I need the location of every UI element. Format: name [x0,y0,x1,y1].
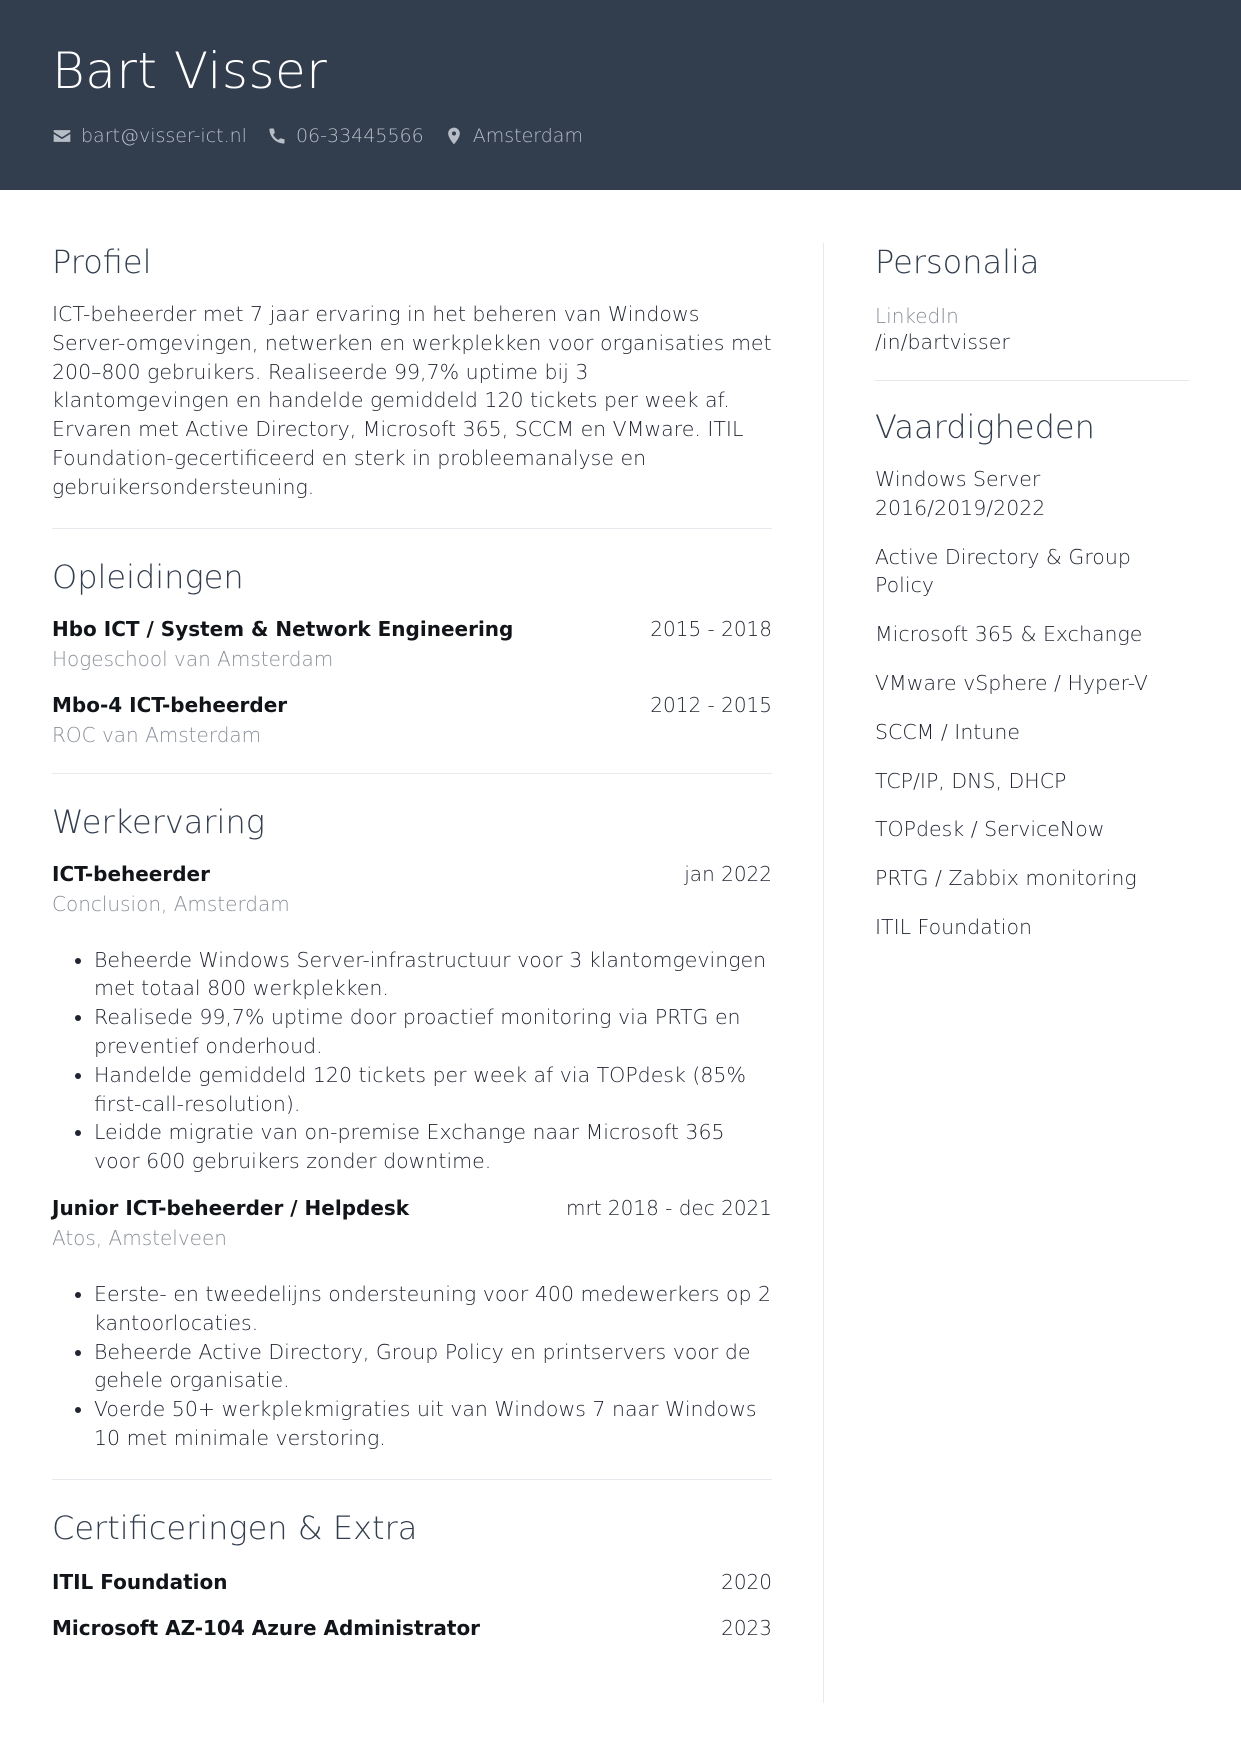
certifications-section [52,1506,772,1640]
certification-entry [52,1570,772,1594]
education-degree: Mbo-4 ICT-beheerder [52,692,288,717]
skill-item: Windows Server 2016/2019/2022 [875,467,1046,520]
education-school: Hogeschool van Amsterdam [52,646,334,671]
skill-item: VMware vSphere / Hyper-V [875,670,1148,695]
section-title-skills: Vaardigheden [875,408,1095,446]
list-item: • Voerde 50+ werkplekmigraties uit van Windows 7 naar Windows 10 met minimale verstoring. [94,1395,772,1453]
job-company: Conclusion, Amsterdam [52,891,290,916]
map-marker-icon [444,126,464,146]
job-role: ICT-beheerder [52,861,210,886]
job-dates: mrt 2018 - dec 2021 [566,1195,772,1220]
divider [52,1479,772,1480]
job-role: Junior ICT-beheerder / Helpdesk [52,1195,410,1220]
education-degree: Hbo ICT / System & Network Engineering [52,616,514,641]
skill-item: Active Directory & Group Policy [875,544,1131,598]
location-text: Amsterdam [472,125,583,147]
list-item: • Eerste- en tweedelijns ondersteuning voor 400 medewerkers op 2 kantoorlocaties. [94,1280,772,1338]
section-title-profile: Profiel [52,243,152,281]
phone-text: 06-33445566 [295,125,424,147]
list-item: • Beheerde Active Directory, Group Policy en printservers voor de gehele organisatie. [94,1338,772,1396]
job-bullets [52,946,772,1176]
education-section [52,555,772,747]
certification-year: 2023 [721,1615,772,1640]
main-column [52,240,772,1640]
skill-item: TOPdesk / ServiceNow [875,817,1105,842]
list-item: • Beheerde Windows Server-infrastructuur voor 3 klantomgevingen met totaal 800 werkplekken. [94,946,772,1004]
section-title-education: Opleidingen [52,557,244,596]
certification-entry [52,1616,772,1640]
skill-item: Microsoft 365 & Exchange [875,622,1143,647]
job-dates: jan 2022 [684,861,772,886]
header [0,0,1241,190]
column-divider [823,243,824,1703]
skills-section [875,405,1189,942]
personal-section [875,240,1189,354]
section-title-experience: Werkervaring [52,802,265,841]
linkedin-link[interactable]: /in/bartvisser [875,330,1010,354]
sidebar [875,240,1189,962]
education-entry [52,693,772,747]
profile-text: ICT-beheerder met 7 jaar ervaring in het beheren van Windows Server-omgevingen, netwerken en werkplekken voor organisaties met 200–800 gebruikers. Realiseerde 99,7% uptime bij 3 klantomgevingen en handelde gemiddeld 120 tickets per week af. Ervaren met Active Directory, Microsoft 365, SCCM en VMware. ITIL Foundation-gecertificeerd en sterk in probleemanalyse en gebruikersondersteuning. [52,302,772,499]
candidate-name: Bart Visser [52,42,328,100]
skill-item: ITIL Foundation [875,914,1032,939]
contact-location [444,125,583,147]
divider [52,773,772,774]
job-entry [52,1196,772,1453]
certification-name: ITIL Foundation [52,1569,228,1594]
section-title-certifications: Certificeringen & Extra [52,1508,418,1547]
phone-icon [267,126,287,146]
section-title-personal: Personalia [875,243,1040,281]
linkedin-label: LinkedIn [875,304,959,328]
education-entry [52,617,772,671]
list-item: • Realisede 99,7% uptime door proactief monitoring via PRTG en preventief onderhoud. [94,1003,772,1061]
email-text: bart@visser-ict.nl [81,125,247,147]
contact-bar [52,122,603,150]
job-entry [52,862,772,1176]
certification-name: Microsoft AZ-104 Azure Administrator [52,1615,481,1640]
divider [52,528,772,529]
contact-phone[interactable] [267,125,424,147]
skills-list [875,465,1189,942]
education-dates: 2012 - 2015 [650,692,772,717]
job-bullets [52,1280,772,1453]
education-dates: 2015 - 2018 [650,616,772,641]
profile-section [52,240,772,502]
envelope-icon [52,126,72,146]
experience-section [52,800,772,1453]
job-company: Atos, Amstelveen [52,1225,227,1250]
list-item: • Handelde gemiddeld 120 tickets per week af via TOPdesk (85% first-call-resolution). [94,1061,772,1119]
skill-item: PRTG / Zabbix monitoring [875,866,1137,891]
contact-email[interactable] [52,125,247,147]
education-school: ROC van Amsterdam [52,722,262,747]
list-item: • Leidde migratie van on-premise Exchange naar Microsoft 365 voor 600 gebruikers zonder downtime. [94,1118,772,1176]
divider [875,380,1189,381]
skill-item: TCP/IP, DNS, DHCP [875,768,1067,793]
skill-item: SCCM / Intune [875,719,1020,744]
certification-year: 2020 [721,1569,772,1594]
